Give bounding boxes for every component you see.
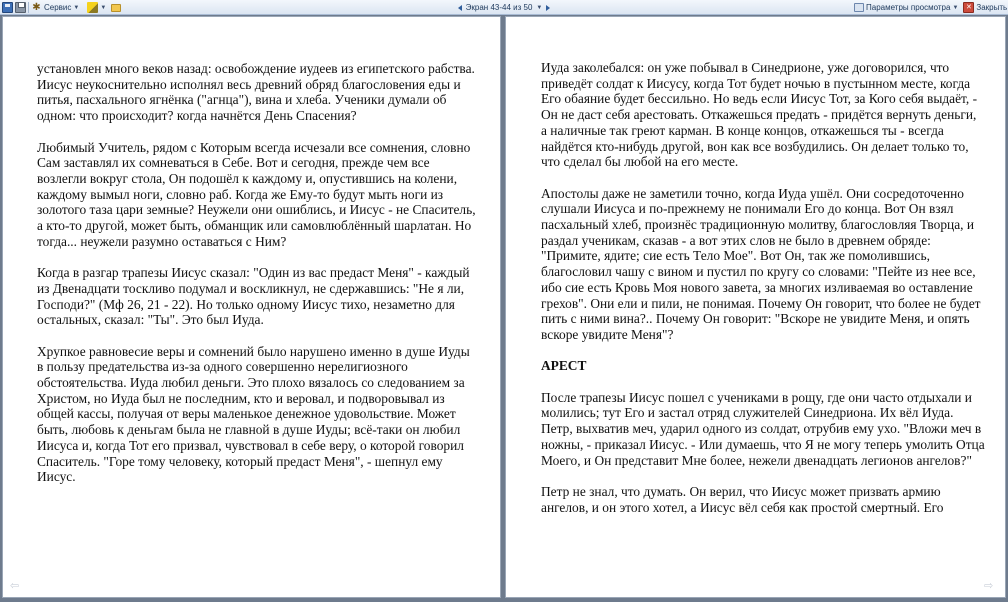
left-page [2,16,501,598]
left-page-text [37,61,477,501]
next-page-arrow-icon[interactable]: ⇨ [984,579,994,592]
service-menu-button[interactable]: Сервис [44,3,72,12]
section-heading: АРЕСТ [541,358,587,374]
paragraph: Хрупкое равновесие веры и сомнений было нарушено именно в душе Иуды в пользу предательства из-за одного совершенно нерелигиозного обстоятельства. Иуда любил деньги. Это плохо вязалось со следованием за Христом, но Иуда был не последним, кто и веровал, и подворовывал из общей кассы, получая от веры маленькое денежное удовольствие. Может быть, любовь к деньгам была не главной в душе Иуды; всё-таки он любил Иисуса и, когда Тот его призвал, чувствовал в себе веру, о которой говорил Спаситель. "Горе тому человеку, который предаст Меня", - шепнул ему Иисус. [37,343,470,485]
toolbar-separator [28,2,29,13]
paragraph: Когда в разгар трапезы Иисус сказал: "Один из вас предаст Меня" - каждый из Двенадцати тоскливо подумал и воскликнул, не сдержавшись: "Не я ли, Господи?" (Мф 26, 21 - 22). Но только одному Иисус тихо, незаметно для остальных, сказал: "Ты". Это был Иуда. [37,265,470,328]
view-params-icon [854,3,864,12]
chevron-down-icon[interactable]: ▼ [536,4,543,11]
paragraph: Любимый Учитель, рядом с Которым всегда исчезали все сомнения, словно Сам заставлял их сомневаться в Себе. Вот и сегодня, прежде чем все возлегли вокруг стола, Он подошёл к каждому и, опустившись на колени, каждому вымыл ноги, словно раб. Когда же Ему-то будут мыть ноги из золотого таза цари земные? Неужели они ошиблись, и Иисус - не Спаситель, а кто-то другой, может быть, обманщик или самовлюблённый шарлатан. Но тогда... неужели разумно оставаться с Ним? [37,139,476,249]
close-icon: ✕ [963,2,974,13]
chevron-down-icon[interactable]: ▼ [952,4,959,11]
chevron-down-icon[interactable]: ▼ [73,4,80,11]
print-icon[interactable] [15,2,26,13]
paragraph: установлен много веков назад: освобождение иудеев из египетского рабства. Иисус неукоснительно исполнял весь древний обряд благословения еды и питья, пасхального ягнёнка ("агнца"), вина и хлеба. Ученики думали об одном: что происходит? когда начнётся День Спасения? [37,61,475,124]
tools-icon: ✱ [32,2,41,13]
paragraph: После трапезы Иисус пошел с учениками в рощу, где они часто отдыхали и молились; тут Его и застал отряд служителей Синедриона. Их вёл Иуда. Петр, выхватив меч, ударил одного из солдат, отрубив ему ухо. "Вложи меч в ножны, - приказал Иисус. - Или думаешь, что Я не могу теперь умолить Отца Моего, и Он представит Мне более, нежели двенадцать легионов ангелов?" [541,389,985,468]
view-params-button[interactable]: Параметры просмотра [866,3,951,12]
right-page [505,16,1006,598]
highlighter-icon[interactable] [87,2,98,13]
chevron-down-icon[interactable]: ▼ [100,4,107,11]
paragraph: Иуда заколебался: он уже побывал в Синедрионе, уже договорился, что приведёт солдат к Иисусу, когда Тот будет ночью в пустынном месте, когда Его обаяние будет бессильно. Но ведь если Иисус Тот, за Кого себя выдаёт, - Он не даст себя арестовать. Откажешься предать - придётся вернуть деньги, а наличные так греют карман. В конце концов, откажешься ты - всегда найдётся кто-нибудь другой, вон как все возбудились. Он делает только то, что сделал бы любой на его месте. [541,60,978,170]
prev-page-icon[interactable] [458,5,462,11]
screen-indicator[interactable]: Экран 43-44 из 50 [465,3,533,12]
close-button[interactable]: Закрыть [976,3,1008,12]
right-page-text [541,60,985,531]
paragraph: Апостолы даже не заметили точно, когда Иуда ушёл. Они сосредоточенно слушали Иисуса и по-прежнему не понимали Его до конца. Вот Он взял пасхальный хлеб, произнёс традиционную молитву, благословляя Творца, и раздал ученикам, сказав - а вот этих слов не было в древнем обряде: "Примите, ядите; сие есть Тело Мое". Вот Он, так же помолившись, благословил чашу с вином и пустил по кругу со словами: "Пейте из нее все, ибо сие есть Кровь Моя нового завета, за многих изливаемая во оставление грехов". Они ели и пили, не понимая. Почему Он говорит, что более не будет пить с ними вина?.. Почему Он говорит: "Вскоре не увидите Меня, и опять вскоре увидите Меня"? [541,185,981,342]
folder-icon[interactable] [111,4,121,12]
prev-page-arrow-icon[interactable]: ⇦ [10,579,20,592]
save-icon[interactable] [2,2,13,13]
reading-toolbar [0,0,1008,15]
paragraph: Петр не знал, что думать. Он верил, что Иисус может призвать армию ангелов, и он этого хотел, а Иисус вёл себя как простой смертный. Его [541,483,944,515]
next-page-icon[interactable] [546,5,550,11]
